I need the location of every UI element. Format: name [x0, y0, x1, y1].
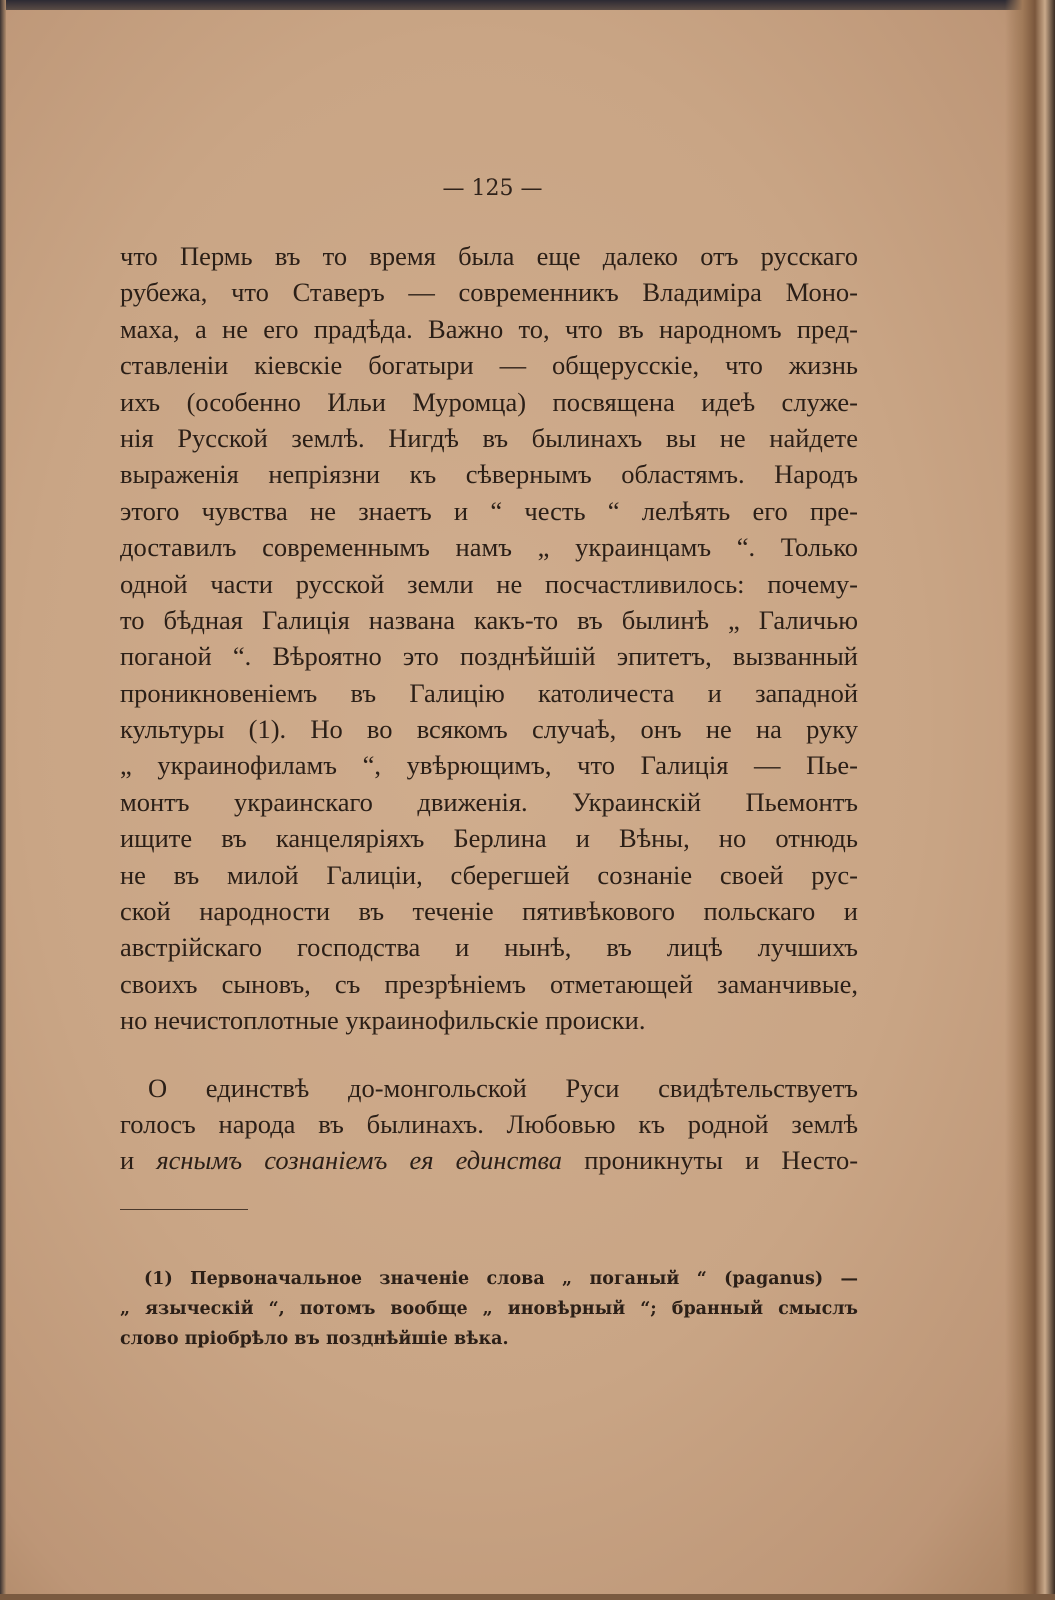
- footnote: [120, 1264, 858, 1354]
- page-left-edge: [0, 0, 6, 1600]
- text-segment: проникнуты и Несто-: [562, 1145, 859, 1176]
- text-line: ставленіи кіевскіе богатыри — общерусскіе, что жизнь: [120, 350, 858, 381]
- footnote-line: „ языческій “, потомъ вообще „ иновѣрный “; бранный смыслъ: [120, 1299, 858, 1319]
- footnote-line: (1) Первоначальное значеніе слова „ поганый “ (paganus) —: [144, 1269, 858, 1289]
- text-line: не въ милой Галиціи, сберегшей сознаніе своей рус-: [120, 859, 858, 890]
- footnote-line: слово пріобрѣло въ позднѣйшіе вѣка.: [120, 1329, 509, 1349]
- text-line-mixed: [120, 1142, 858, 1178]
- text-line: рубежа, что Ставеръ — современникъ Владиміра Моно-: [120, 277, 858, 308]
- paragraph-1: [120, 238, 858, 1039]
- page-bottom-edge: [0, 1594, 1055, 1600]
- page-number: — 125 —: [442, 176, 543, 201]
- text-line: голосъ народа въ былинахъ. Любовью къ родной землѣ: [120, 1108, 858, 1139]
- text-line: поганой “. Вѣроятно это позднѣйшій эпитетъ, вызванный: [120, 641, 858, 672]
- text-line: ищите въ канцеляріяхъ Берлина и Вѣны, но отнюдь: [120, 823, 858, 854]
- text-line: проникновеніемъ въ Галицію католичеста и западной: [120, 677, 858, 708]
- text-line: одной части русской земли не посчастливилось: почему-: [120, 568, 858, 599]
- text-line: доставилъ современнымъ намъ „ украинцамъ “. Только: [120, 532, 858, 563]
- text-line: но нечистоплотные украинофильскіе происки.: [120, 1005, 646, 1036]
- text-line: ихъ (особенно Ильи Муромца) посвящена идеѣ служе-: [120, 386, 858, 417]
- text-line: что Пермь въ то время была еще далеко отъ русскаго: [120, 241, 858, 271]
- text-line: своихъ сыновъ, съ презрѣніемъ отметающей заманчивые,: [120, 968, 858, 999]
- page-top-edge: [0, 0, 1055, 10]
- text-line: культуры (1). Но во всякомъ случаѣ, онъ не на руку: [120, 714, 858, 745]
- text-line: „ украинофиламъ “, увѣрющимъ, что Галиція — Пье-: [120, 750, 858, 781]
- text-segment: и: [120, 1145, 157, 1176]
- text-line: австрійскаго господства и нынѣ, въ лицѣ лучшихъ: [120, 932, 858, 963]
- text-line: этого чувства не знаетъ и “ честь “ лелѣять его пре-: [120, 495, 858, 526]
- text-line: выраженія непріязни къ сѣвернымъ областямъ. Народъ: [120, 459, 858, 490]
- body-text: [120, 238, 858, 1179]
- text-line: маха, а не его прадѣда. Важно то, что въ народномъ пред-: [120, 313, 858, 344]
- text-line: монтъ украинскаго движенія. Украинскій Пьемонтъ: [120, 786, 858, 817]
- text-line: то бѣдная Галиція названа какъ-то въ былинѣ „ Галичью: [120, 604, 858, 635]
- paragraph-2: [120, 1070, 858, 1179]
- footnote-divider: [120, 1209, 248, 1210]
- page-right-edge: [1005, 0, 1055, 1600]
- text-line: О единствѣ до-монгольской Руси свидѣтельствуетъ: [148, 1072, 858, 1103]
- text-line: нія Русской землѣ. Нигдѣ въ былинахъ вы не найдете: [120, 422, 858, 453]
- paragraph-gap: [120, 1039, 858, 1070]
- italic-emphasis: яснымъ сознаніемъ ея единства: [156, 1145, 563, 1176]
- text-line: ской народности въ теченіе пятивѣкового польскаго и: [120, 896, 858, 927]
